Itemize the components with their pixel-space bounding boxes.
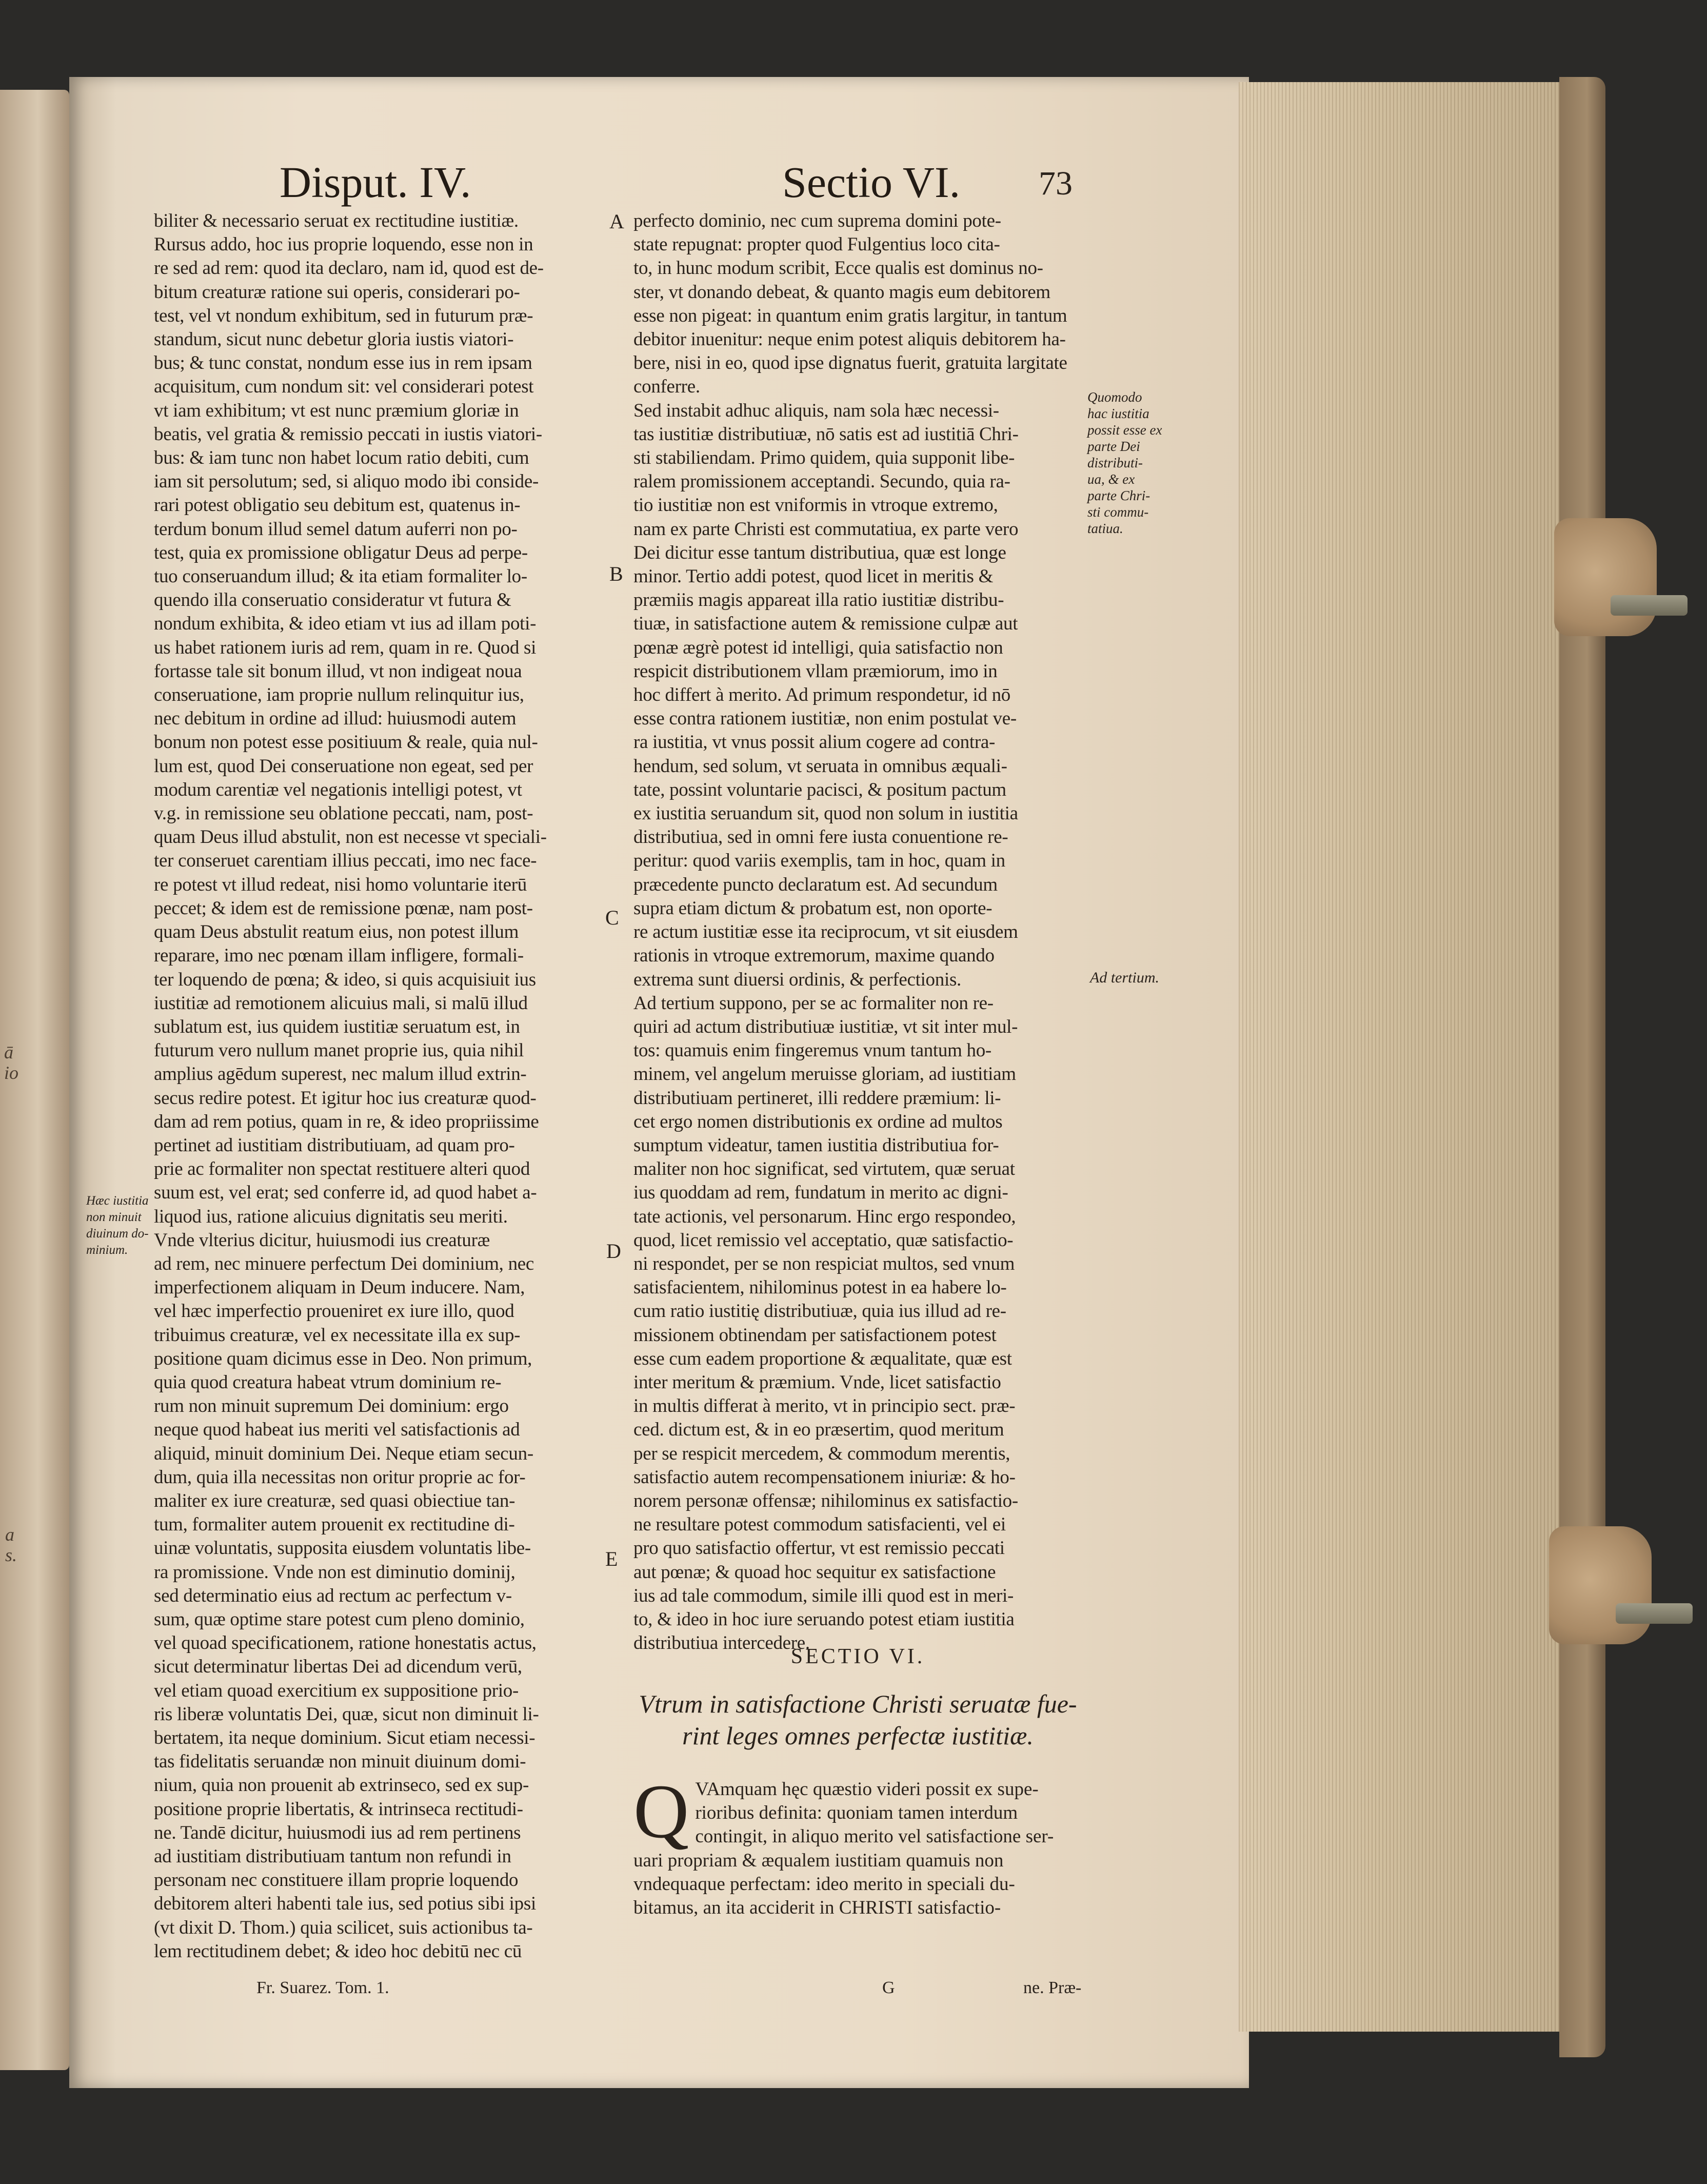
lower-clasp-pin <box>1616 1603 1693 1624</box>
section-body-text: VAmquam hęc quæstio videri possit ex supe- rioribus definita: quoniam tamen interdum contingit, in aliquo merito vel satisfactione ser- uari propriam & æqualem iustitiam quamuis non vndequaque perfectam: ideo merito in speciali du- bitamus, an ita acciderit in CHRISTI satisfactio- <box>633 1779 1054 1919</box>
upper-clasp-pin <box>1611 595 1688 616</box>
margin-letter: D <box>606 1239 621 1263</box>
margin-letter: A <box>609 210 624 233</box>
page-fore-edge <box>1239 82 1575 2032</box>
running-head-center: Sectio VI. <box>782 158 961 207</box>
section-title: Vtrum in satisfactione Christi seruatæ fue- rint leges omnes perfectæ iustitiæ. <box>639 1689 1077 1750</box>
margin-gloss: Quomodo hac iustitia possit esse ex parte Dei distributi- ua, & ex parte Chri- sti commu- tatiua. <box>1087 389 1162 536</box>
margin-letter: B <box>609 562 623 585</box>
book-cover-edge <box>1559 77 1605 2057</box>
running-head-left: Disput. IV. <box>280 158 471 207</box>
section-heading: SECTIO VI. <box>790 1645 925 1668</box>
margin-gloss: Ad tertium. <box>1090 969 1159 986</box>
left-column-text: biliter & necessario seruat ex rectitudine iustitiæ. Rursus addo, hoc ius proprie loquendo, esse non in re sed ad rem: quod ita declaro, nam id, quod est de- bitum creaturæ ratione sui operis, considerari po- test, vel vt nondum exhibitum, sed in futurum præ- standum, sicut nunc debetur gloria iustis viatori- bus; & tunc constat, nondum esse ius in rem ipsam acquisitum, cum nondum sit: vel considerari potest vt iam exhibitum; vt est nunc præmium gloriæ in beatis, vel gratia & remissio peccati in iustis viatori- bus: & iam tunc non habet locum ratio debiti, cum iam sit persolutum; sed, si aliquo modo ibi conside- rari potest obligatio seu debitum est, quatenus in- terdum bonum illud semel datum auferri non po- test, quia ex promissione obligatur Deus ad perpe- tuo conseruandum illud; & ita etiam formaliter lo- quendo illa conseruatio consideratur vt futura & nondum exhibita, & ideo etiam vt ius ad illam poti- us habet rationem iuris ad rem, quam in re. Quod si fortasse tale sit bonum illud, vt non indigeat noua conseruatione, iam proprie nullum relinquitur ius, nec debitum in ordine ad illud: huiusmodi autem bonum non potest esse positiuum & reale, quia nul- lum est, quod Dei conseruatione non egeat, sed per modum carentiæ vel negationis intelligi potest, vt v.g. in remissione seu oblatione peccati, nam, post- quam Deus illud abstulit, non est necesse vt speciali- ter conseruet carentiam illius peccati, imo nec face- re potest vt illud redeat, nisi homo voluntarie iterū peccet; & idem est de remissione pœnæ, nam post- quam Deus abstulit reatum eius, non potest illum reparare, imo nec pœnam illam infligere, formali- ter loquendo de pœna; & ideo, si quis acquisiuit ius iustitiæ ad remotionem alicuius mali, si malū illud sublatum est, ius quidem iustitiæ seruatum est, in futurum vero nullum manet proprie ius, quia nihil amplius agēdum superest, nec malum illud extrin- secus redire potest. Et igitur hoc ius creaturæ quod- dam ad rem potius, quam in re, & ideo propriissime pertinet ad iustitiam distributiuam, ad quam pro- prie ac formaliter non spectat restituere alteri quod suum est, vel erat; sed conferre id, ad quod habet a- liquod ius, ratione alicuius dignitatis seu meriti. Vnde vlterius dicitur, huiusmodi ius creaturæ ad rem, nec minuere perfectum Dei dominium, nec imperfectionem aliquam in Deum inducere. Nam, vel hæc imperfectio proueniret ex iure illo, quod tribuimus creaturæ, vel ex necessitate illa ex sup- positione quam dicimus esse in Deo. Non primum, quia quod creatura habeat vtrum dominium re- rum non minuit supremum Dei dominium: ergo neque quod habeat ius meriti vel satisfactionis ad aliquid, minuit dominium Dei. Neque etiam secun- dum, quia illa necessitas non oritur proprie ac for- maliter ex iure creaturæ, sed quasi obiectiue tan- tum, formaliter autem prouenit ex rectitudine di- uinæ voluntatis, supposita eiusdem voluntatis libe- ra promissione. Vnde non est diminutio dominij, sed determinatio eius ad rectum ac perfectum v- sum, quæ optime stare potest cum pleno dominio, vel quoad specificationem, ratione honestatis actus, sicut determinatur libertas Dei ad dicendum verū, vel etiam quoad exercitium ex suppositione prio- ris liberæ voluntatis Dei, quæ, sicut non diminuit li- bertatem, ita neque dominium. Sicut etiam necessi- tas fidelitatis seruandæ non minuit diuinum domi- nium, quia non prouenit ab extrinseco, sed ex sup- positione proprie libertatis, & intrinseca rectitudi- ne. Tandē dicitur, huiusmodi ius ad rem pertinens ad iustitiam distributiuam tantum non refundi in personam nec constituere illam proprie loquendo debitorem alteri habenti tale ius, sed potius sibi ipsi (vt dixit D. Thom.) quia scilicet, suis actionibus ta- lem rectitudinem debet; & ideo hoc debitū nec cū <box>154 210 547 1962</box>
right-column-text: perfecto dominio, nec cum suprema domini pote- state repugnat: propter quod Fulgentius loco cita- to, in hunc modum scribit, Ecce qualis est dominus no- ster, vt donando debeat, & quanto magis eum debitorem esse non pigeat: in quantum enim gratis largitur, in tantum debitor inuenitur: neque enim potest aliquis debitorem ha- bere, nisi in eo, quod ipse dignatus fuerit, gratuita largitate conferre. Sed instabit adhuc aliquis, nam sola hæc necessi- tas iustitiæ distributiuæ, nō satis est ad iustitiā Chri- sti stabiliendam. Primo quidem, quia supponit libe- ralem promissionem acceptandi. Secundo, quia ra- tio iustitiæ non est vniformis in vtroque extremo, nam ex parte Christi est commutatiua, ex parte vero Dei dicitur esse tantum distributiua, quæ est longe minor. Tertio addi potest, quod licet in meritis & præmiis magis appareat illa ratio iustitiæ distribu- tiuæ, in satisfactione autem & remissione culpæ aut pœnæ ægrè potest id intelligi, quia satisfactio non respicit distributionem vllam præmiorum, imo in hoc differt à merito. Ad primum respondetur, id nō esse contra rationem iustitiæ, non enim postulat ve- ra iustitia, vt vnus possit alium cogere ad contra- hendum, sed solum, vt seruata in omnibus æquali- tate, possint voluntarie pacisci, & positum pactum ex iustitia seruandum sit, quod non solum in iustitia distributiua, sed in omni fere iusta conuentione re- peritur: quod variis exemplis, tam in hoc, quam in præcedente puncto declaratum est. Ad secundum supra etiam dictum & probatum est, non oporte- re actum iustitiæ esse ita reciprocum, vt sit eiusdem rationis in vtroque extremorum, maxime quando extrema sunt diuersi ordinis, & perfectionis. Ad tertium suppono, per se ac formaliter non re- quiri ad actum distributiuæ iustitiæ, vt sit inter mul- tos: quamuis enim fingeremus vnum tantum ho- minem, vel angelum meruisse gloriam, ad iustitiam distributiuam pertineret, illi reddere præmium: li- cet ergo nomen distributionis ex ordine ad multos sumptum videatur, tamen iustitia distributiua for- maliter non hoc significat, sed virtutem, quæ seruat ius quoddam ad rem, fundatum in merito ac digni- tate actionis, vel personarum. Hinc ergo respondeo, quod, licet remissio vel acceptatio, quæ satisfactio- ni respondet, per se non respiciat multos, sed vnum satisfacientem, nihilominus potest in ea habere lo- cum ratio iustitię distributiuæ, quia ius illud ad re- missionem obtinendam per satisfactionem potest esse cum eadem proportione & æqualitate, quæ est inter meritum & præmium. Vnde, licet satisfactio in multis differat à merito, vt in principio sect. præ- ced. dictum est, & in eo præsertim, quod meritum per se respicit mercedem, & commodum merentis, satisfactio autem recompensationem iniuriæ: & ho- norem personæ offensæ; nihilominus ex satisfactio- ne resultare potest commodum satisfacienti, vel ei pro quo satisfactio offertur, vt est remissio peccati aut pœnæ; & quoad hoc sequitur ex satisfactione ius ad tale commodum, simile illi quod est in meri- to, & ideo in hoc iure seruando potest etiam iustitia distributiua intercedere. <box>633 210 1067 1654</box>
gathering-mark: G <box>882 1978 895 1997</box>
section-body <box>633 1769 1082 1962</box>
margin-gloss: Hæc iustitia non minuit diuinum do- minium. <box>86 1194 149 1257</box>
page-number: 73 <box>1039 165 1073 202</box>
signature-line: Fr. Suarez. Tom. 1. <box>256 1978 389 1997</box>
margin-letter: E <box>605 1547 618 1570</box>
drop-cap: Q <box>633 1769 689 1854</box>
lower-clasp <box>1549 1526 1652 1644</box>
left-page-edge <box>0 90 69 2070</box>
left-page-mark: a <box>5 1524 14 1545</box>
catchword: ne. Præ- <box>1023 1978 1082 1997</box>
left-page-mark: ā <box>4 1042 13 1063</box>
left-page-mark: io <box>4 1063 19 1083</box>
margin-letter: C <box>605 906 619 929</box>
upper-clasp <box>1554 518 1657 636</box>
left-page-mark: s. <box>5 1545 17 1565</box>
